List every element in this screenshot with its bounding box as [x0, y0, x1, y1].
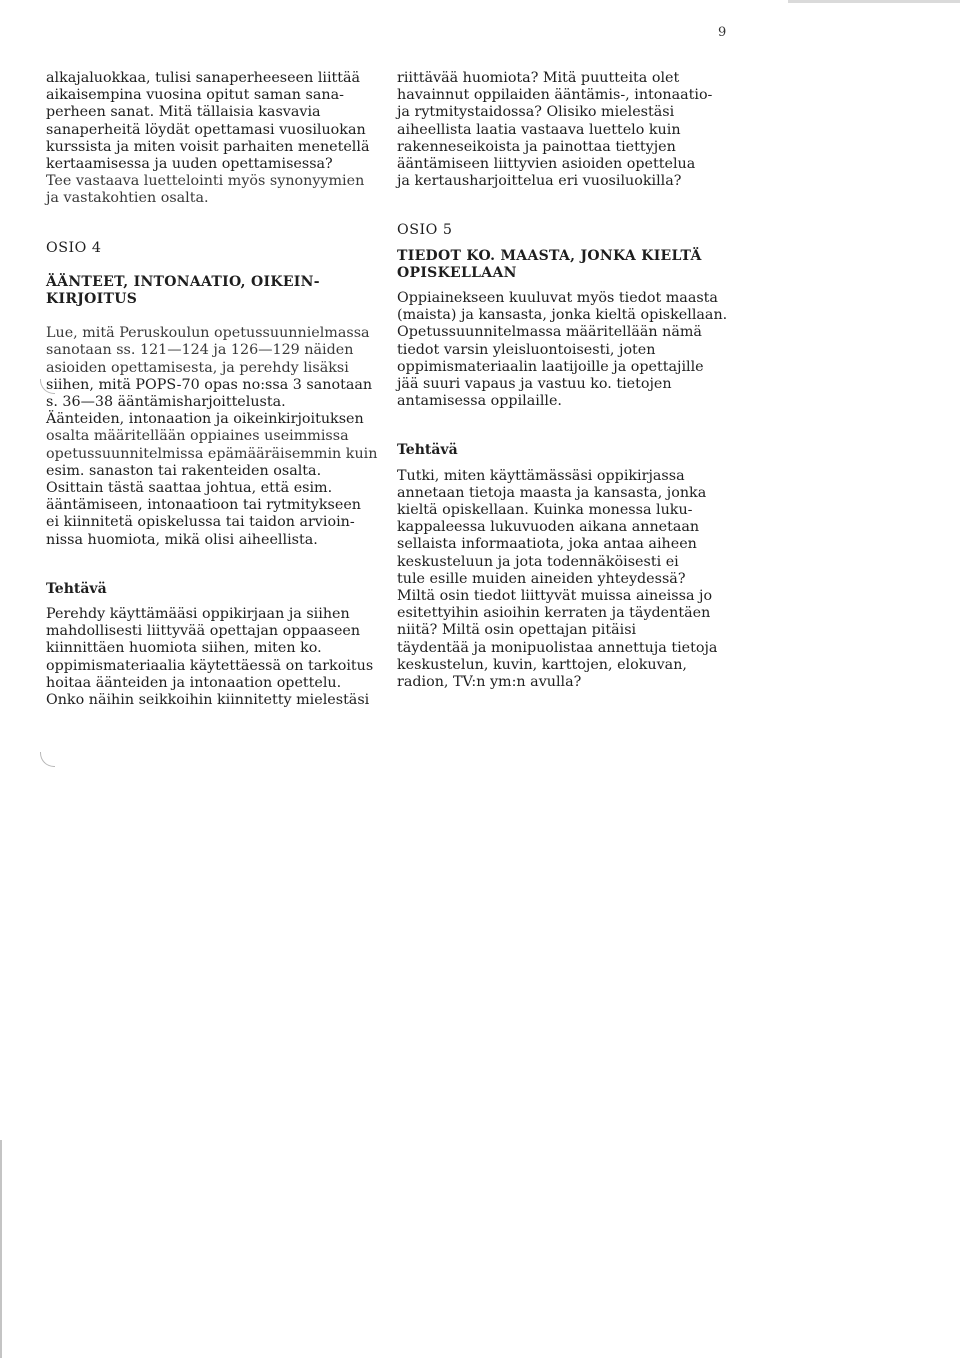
margin-mark-lower [40, 752, 55, 767]
text-line: oppimismateriaalia käytettäessä on tarkoitus [46, 657, 374, 674]
text-line: antamisessa oppilaille. [397, 393, 562, 410]
section-title-line: TIEDOT KO. MAASTA, JONKA KIELTÄ [397, 247, 702, 264]
text-line: opetussuunnitelmissa epämääräisemmin kuin [46, 445, 378, 462]
section-4-title [46, 274, 391, 308]
text-line: kiinnittäen huomiota siihen, miten ko. [46, 640, 322, 657]
text-line: tiedot varsin yleisluontoisesti, joten [397, 341, 656, 358]
section-4-body [46, 325, 391, 549]
text-line: ja vastakohtien osalta. [46, 190, 209, 207]
text-line: aikaisempina vuosina opitut saman sana- [46, 87, 344, 104]
page-number: 9 [718, 25, 727, 40]
text-line: Perehdy käyttämääsi oppikirjaan ja siihen [46, 606, 350, 623]
text-line: Miltä osin tiedot liittyvät muissa aineissa jo [397, 588, 713, 605]
text-line: aiheellista laatia vastaava luettelo kuin [397, 121, 681, 138]
text-line: sanaperheitä löydät opettamasi vuosiluokan [46, 121, 366, 138]
text-line: Äänteiden, intonaation ja oikeinkirjoituksen [46, 411, 364, 428]
text-line: sanotaan ss. 121—124 ja 126—129 näiden [46, 342, 354, 359]
text-line: ääntämiseen liittyvien asioiden opettelua [397, 156, 696, 173]
section-title-line: OPISKELLAAN [397, 264, 517, 281]
text-line: tule esille muiden aineiden yhteydessä? [397, 570, 686, 587]
text-line: siihen, mitä POPS-70 opas no:ssa 3 sanotaan [46, 376, 373, 393]
text-line: asioiden opettamisesta, ja perehdy lisäksi [46, 359, 349, 376]
text-line: keskustelun, kuvin, karttojen, elokuvan, [397, 656, 687, 673]
text-line: annetaan tietoja maasta ja kansasta, jonka [397, 484, 707, 501]
text-line: radion, TV:n ym:n avulla? [397, 674, 582, 691]
text-line: täydentää ja monipuolistaa annettuja tietoja [397, 639, 718, 656]
text-line: s. 36—38 ääntämisharjoittelusta. [46, 394, 286, 411]
text-line: Tee vastaava luettelointi myös synonyymien [46, 173, 365, 190]
text-line: kappaleessa lukuvuoden aikana annetaan [397, 519, 700, 536]
text-line: Opetussuunnitelmassa määritellään nämä [397, 324, 702, 341]
task-heading: Tehtävä [397, 442, 458, 459]
task-heading: Tehtävä [46, 580, 107, 597]
text-line: jää suuri vapaus ja vastuu ko. tietojen [397, 376, 672, 393]
text-line: Osittain tästä saattaa johtua, että esim. [46, 480, 333, 497]
text-line: Tutki, miten käyttämässäsi oppikirjassa [397, 467, 685, 484]
text-line: esim. sanaston tai rakenteiden osalta. [46, 462, 322, 479]
scan-edge-top [788, 0, 960, 3]
text-line: ääntämiseen, intonaatioon tai rytmitykseen [46, 497, 362, 514]
text-line: kertaamisessa ja uuden opettamisessa? [46, 156, 333, 173]
text-line: riittävää huomiota? Mitä puutteita olet [397, 70, 680, 86]
section-5-body [397, 290, 742, 410]
section-5-title [397, 248, 742, 282]
section-4-label: OSIO 4 [46, 239, 102, 256]
text-line: ja kertausharjoittelua eri vuosiluokilla? [397, 173, 682, 190]
left-intro-paragraph [46, 70, 391, 208]
section-5-label: OSIO 5 [397, 222, 453, 239]
text-line: mahdollisesti liittyvää opettajan oppaaseen [46, 623, 361, 640]
text-line: oppimismateriaalin laatijoille ja opettajille [397, 358, 704, 375]
text-line: alkajaluokkaa, tulisi sanaperheeseen liittää [46, 70, 361, 86]
task-body [46, 606, 391, 709]
text-line: nissa huomiota, mikä olisi aiheellista. [46, 531, 318, 548]
scan-edge-left [0, 1140, 2, 1358]
text-line: hoitaa äänteiden ja intonaation opettelu. [46, 674, 342, 691]
text-line: kurssista ja miten voisit parhaiten menetellä [46, 138, 370, 155]
text-line: Onko näihin seikkoihin kiinnitetty mielestäsi [46, 692, 370, 709]
right-column [397, 70, 742, 691]
text-line: sellaista informaatiota, joka antaa aiheen [397, 536, 697, 553]
text-line: osalta määritellään oppiaines useimmissa [46, 428, 349, 445]
text-line: (maista) ja kansasta, jonka kieltä opiskellaan. [397, 307, 728, 324]
section-title-line: KIRJOITUS [46, 291, 138, 308]
text-line: havainnut oppilaiden ääntämis-, intonaatio- [397, 87, 713, 104]
text-line: rakenneseikoista ja painottaa tiettyjen [397, 138, 676, 155]
text-line: Oppiainekseen kuuluvat myös tiedot maasta [397, 290, 718, 307]
text-line: Lue, mitä Peruskoulun opetussuunnielmassa [46, 325, 370, 342]
text-line: keskusteluun ja jota todennäköisesti ei [397, 553, 679, 570]
text-line: esitettyihin asioihin kerraten ja täydentäen [397, 605, 711, 622]
task-body [397, 468, 742, 692]
text-line: ei kiinnitetä opiskelussa tai taidon arvioin- [46, 514, 355, 531]
text-line: kieltä opiskellaan. Kuinka monessa luku- [397, 502, 693, 519]
left-column [46, 70, 391, 709]
section-title-line: ÄÄNTEET, INTONAATIO, OIKEIN- [46, 273, 320, 290]
text-line: ja rytmitystaidossa? Olisiko mielestäsi [397, 104, 675, 121]
text-line: perheen sanat. Mitä tällaisia kasvavia [46, 104, 321, 121]
right-intro-paragraph [397, 70, 742, 190]
text-line: niitä? Miltä osin opettajan pitäisi [397, 622, 637, 639]
